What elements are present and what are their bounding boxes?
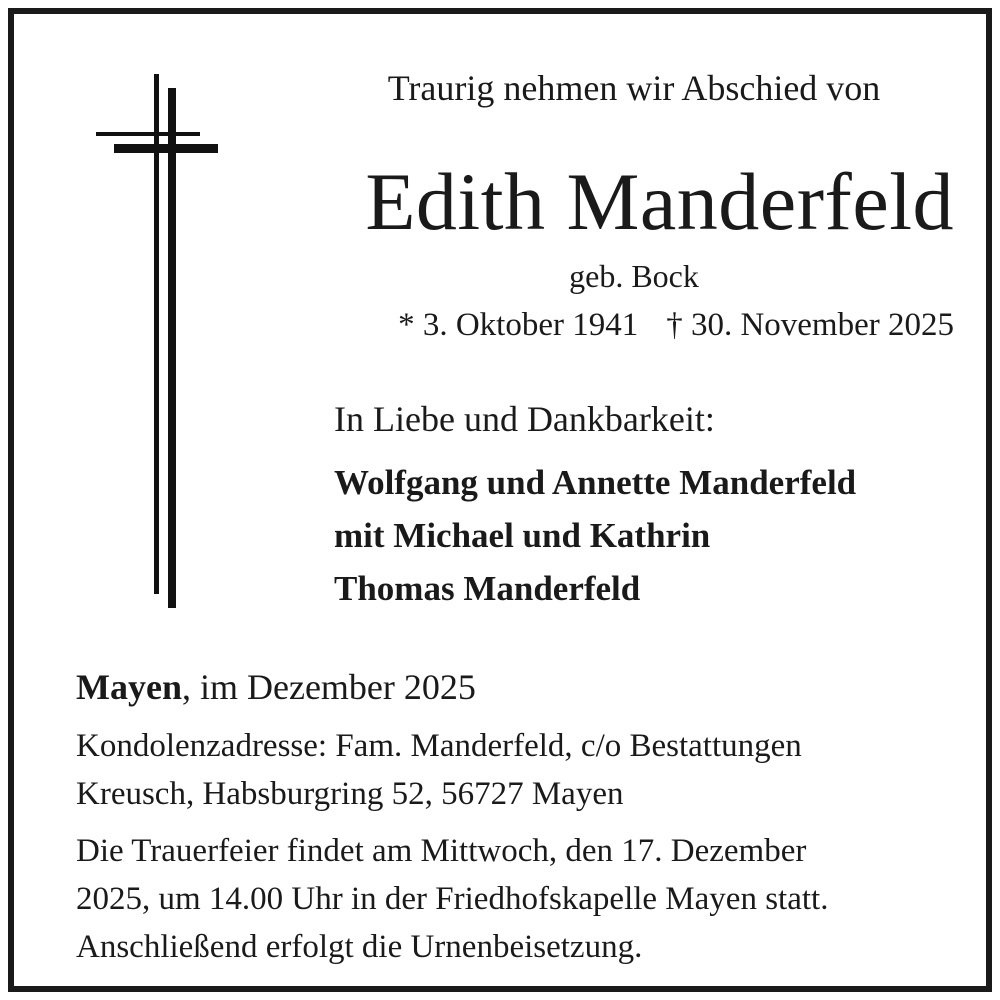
place-date-suffix: , im Dezember 2025 [181, 667, 476, 707]
deceased-name: Edith Manderfeld [365, 156, 954, 247]
family-line: mit Michael und Kathrin [334, 516, 711, 555]
obituary-frame [8, 8, 992, 992]
address-line: Kondolenzadresse: Fam. Manderfeld, c/o Bestattungen [76, 728, 802, 764]
birth-date: * 3. Oktober 1941 [398, 307, 639, 343]
maiden-name: geb. Bock [569, 258, 699, 294]
family-list [334, 456, 856, 615]
death-date: † 30. November 2025 [666, 307, 954, 343]
life-dates [314, 304, 954, 346]
double-cross-icon [96, 66, 226, 626]
place-name: Mayen [76, 667, 182, 707]
ceremony-line: Anschließend erfolgt die Urnenbeisetzung. [76, 929, 643, 965]
condolence-address [76, 722, 956, 818]
place-date [76, 664, 476, 710]
ceremony-line: Die Trauerfeier findet am Mittwoch, den 17. Dezember [76, 833, 807, 869]
dedication: In Liebe und Dankbarkeit: [334, 399, 715, 439]
ceremony-info [76, 827, 966, 971]
headline: Traurig nehmen wir Abschied von [387, 68, 881, 108]
family-line: Thomas Manderfeld [334, 569, 641, 608]
address-line: Kreusch, Habsburgring 52, 56727 Mayen [76, 776, 624, 812]
family-line: Wolfgang und Annette Manderfeld [334, 463, 857, 502]
ceremony-line: 2025, um 14.00 Uhr in der Friedhofskapelle Mayen statt. [76, 881, 829, 917]
